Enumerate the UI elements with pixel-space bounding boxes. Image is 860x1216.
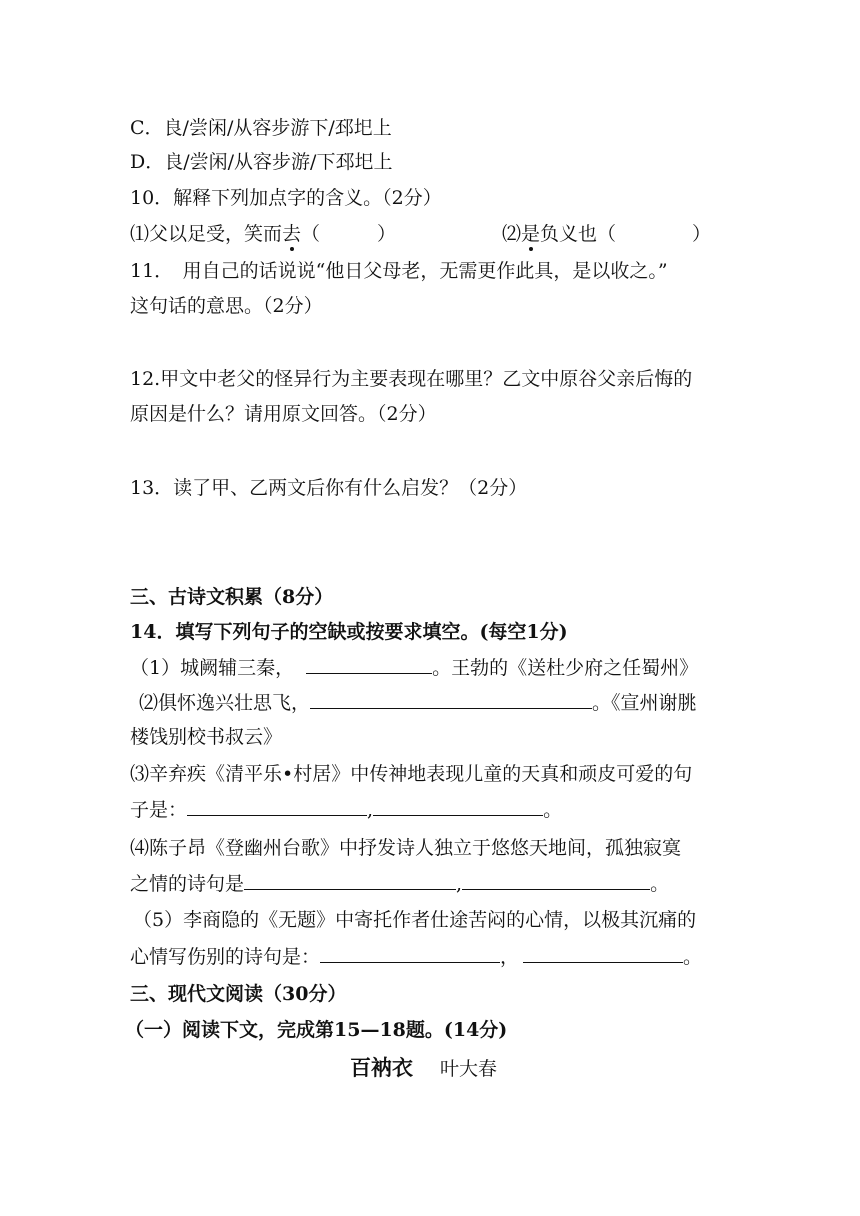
q12-line1: 12.甲文中老父的怪异行为主要表现在哪里？乙文中原谷父亲后悔的: [130, 368, 693, 390]
q10-item2-answer: （ ）: [597, 223, 712, 245]
q10-item1-prefix: ⑴父以足受，笑而: [130, 223, 283, 245]
q14-item4-line2: [130, 871, 669, 896]
q10-item2-suffix: 负义也: [540, 223, 598, 245]
q14-item3-line2: [130, 797, 562, 822]
q14-item4-end: 。: [650, 873, 670, 895]
q14-item3-line1: ⑶辛弃疾《清平乐•村居》中传神地表现儿童的天真和顽皮可爱的句: [130, 763, 693, 785]
article-author: 叶大春: [440, 1058, 498, 1080]
q13-text: 13．读了甲、乙两文后你有什么启发？（2分）: [130, 477, 528, 499]
q14-item5-blank2[interactable]: [523, 944, 683, 963]
q14-item5-end: 。: [683, 946, 703, 968]
q14-item4-sep: ,: [456, 873, 463, 895]
modern-reading-subheading: （一）阅读下文，完成第15—18题。(14分): [125, 1019, 508, 1041]
q10-item1: [130, 222, 396, 246]
q14-item2-trail: 。《宣州谢朓: [592, 692, 697, 714]
q14-item3-lead: 子是：: [130, 799, 188, 821]
q14-item2-lead: ⑵俱怀逸兴壮思飞，: [139, 692, 311, 714]
q14-item3-end: 。: [543, 799, 563, 821]
q10-text: 10．解释下列加点字的含义。（2分）: [130, 187, 442, 209]
q14-item4-blank2[interactable]: [462, 871, 650, 890]
q14-item5-line2: [130, 944, 702, 969]
q14-item5-lead: 心情写伤别的诗句是：: [130, 946, 321, 968]
q14-item5-blank1[interactable]: [320, 944, 500, 963]
q14-item3-blank1[interactable]: [187, 797, 367, 816]
option-c: C．良/尝闲/从容步游下/邳圯上: [130, 117, 392, 139]
section3-heading: 三、古诗文积累（8分）: [130, 586, 334, 608]
q14-item4-blank1[interactable]: [244, 871, 456, 890]
article-title: 百衲衣: [350, 1056, 413, 1080]
q10-item2-prefix: ⑵: [502, 223, 522, 245]
q10-item1-answer: （ ）: [301, 223, 397, 245]
modern-reading-heading: 三、现代文阅读（30分）: [130, 983, 347, 1005]
q14-item1-blank[interactable]: [306, 655, 432, 674]
q11-line1: 11． 用自己的话说说“他日父母老，无需更作此具，是以收之。”: [130, 260, 668, 282]
q11-line2: 这句话的意思。（2分）: [130, 295, 323, 317]
q14-item2: [139, 690, 697, 715]
q14-item2-blank[interactable]: [310, 690, 592, 709]
q14-item5-line1: （5）李商隐的《无题》中寄托作者仕途苦闷的心情，以极其沉痛的: [133, 909, 697, 931]
q12-line2: 原因是什么？请用原文回答。（2分）: [130, 403, 437, 425]
q14-item2-line2: 楼饯别校书叔云》: [130, 726, 283, 748]
option-d: D．良/尝闲/从容步游/下邳圯上: [130, 151, 393, 173]
q10-item1-dotted-char: 去: [282, 223, 302, 245]
q14-item1-lead: （1）城阙辅三秦，: [130, 657, 295, 679]
q14-item4-line1: ⑷陈子昂《登幽州台歌》中抒发诗人独立于悠悠天地间，孤独寂寞: [130, 837, 682, 859]
q10-item2-dotted-char: 是: [521, 223, 541, 245]
q14-item5-sep: ，: [500, 946, 520, 968]
q14-item3-sep: ,: [367, 799, 374, 821]
q14-item3-blank2[interactable]: [373, 797, 543, 816]
q14-heading: 14．填写下列句子的空缺或按要求填空。(每空1分): [130, 621, 568, 643]
q14-item4-lead: 之情的诗句是: [130, 873, 245, 895]
q10-item2: [502, 222, 711, 246]
q14-item1-trail: 。王勃的《送杜少府之任蜀州》: [432, 657, 699, 679]
q14-item1: [130, 655, 698, 680]
